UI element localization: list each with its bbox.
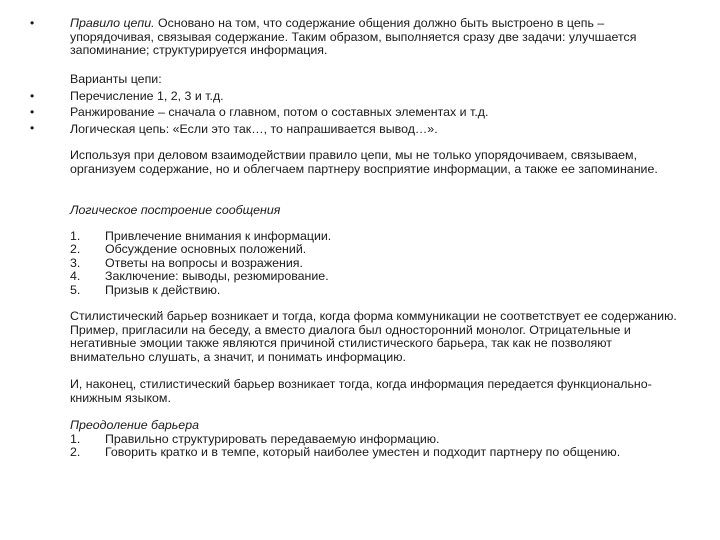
logical-title: Логическое построение сообщения [70, 203, 281, 217]
logical-structure [70, 204, 690, 297]
list-item: 3. Ответы на вопросы и возражения. [70, 255, 303, 270]
paragraph-book-language [70, 378, 690, 405]
paragraph-text: Стилистический барьер возникает и тогда, когда форма коммуникации не соответствует ее содержанию. Пример, пригласили на беседу, а вместо диалога был односторонний монолог. Отрицательные и негативные эмоции также являются причиной стилистического барьера, так как не позволяют внимательно слушать, а значит, и понимать информацию. [70, 309, 677, 364]
list-item: 2. Обсуждение основных положений. [70, 242, 307, 256]
paragraph-chain-usage [70, 149, 690, 176]
bullet-chain-1: • [30, 89, 35, 103]
intro-text: Основано на том, что содержание общения должно быть выстроено в цепь – упорядочивая, связывая содержание. Таким образом, выполняется сразу две задачи: улучшается запоминание; структурируется информация. [70, 16, 637, 57]
chain-heading: Варианты цепи: [70, 72, 162, 86]
bullet-chain-3: • [30, 121, 35, 135]
list-item: 4. Заключение: выводы, резюмирование. [70, 269, 329, 283]
chain-variants [70, 73, 690, 136]
intro-paragraph [70, 17, 690, 58]
chain-item: Перечисление 1, 2, 3 и т.д. [70, 88, 224, 103]
bullet-chain-2: • [30, 105, 35, 119]
list-item: 5. Призыв к действию. [70, 282, 221, 297]
list-item: 1. Привлечение внимания к информации. [70, 228, 332, 243]
logical-list [70, 230, 690, 298]
chain-item: Логическая цепь: «Если это так…, то напрашивается вывод…». [70, 121, 438, 136]
intro-title: Правило цепи. [70, 16, 155, 30]
bullet-intro: • [30, 16, 35, 30]
paragraph-text: Используя при деловом взаимодействии правило цепи, мы не только упорядочиваем, связываем, организуем содержание, но и облегчаем партнеру восприятие информации, а также ее запоминание. [70, 148, 658, 176]
list-item: 1. Правильно структурировать передаваемую информацию. [70, 431, 440, 446]
overcome-list [70, 433, 690, 447]
overcome-title: Преодоление барьера [70, 418, 199, 432]
overcome-barrier [70, 419, 690, 460]
paragraph-text: И, наконец, стилистический барьер возникает тогда, когда информация передается функционально-книжным языком. [70, 377, 652, 405]
list-item: 2. Говорить кратко и в темпе, который наиболее уместен и подходит партнеру по общению. [70, 445, 621, 459]
chain-item: Ранжирование – сначала о главном, потом о составных элементах и т.д. [70, 105, 489, 119]
paragraph-style-barrier [70, 310, 690, 364]
